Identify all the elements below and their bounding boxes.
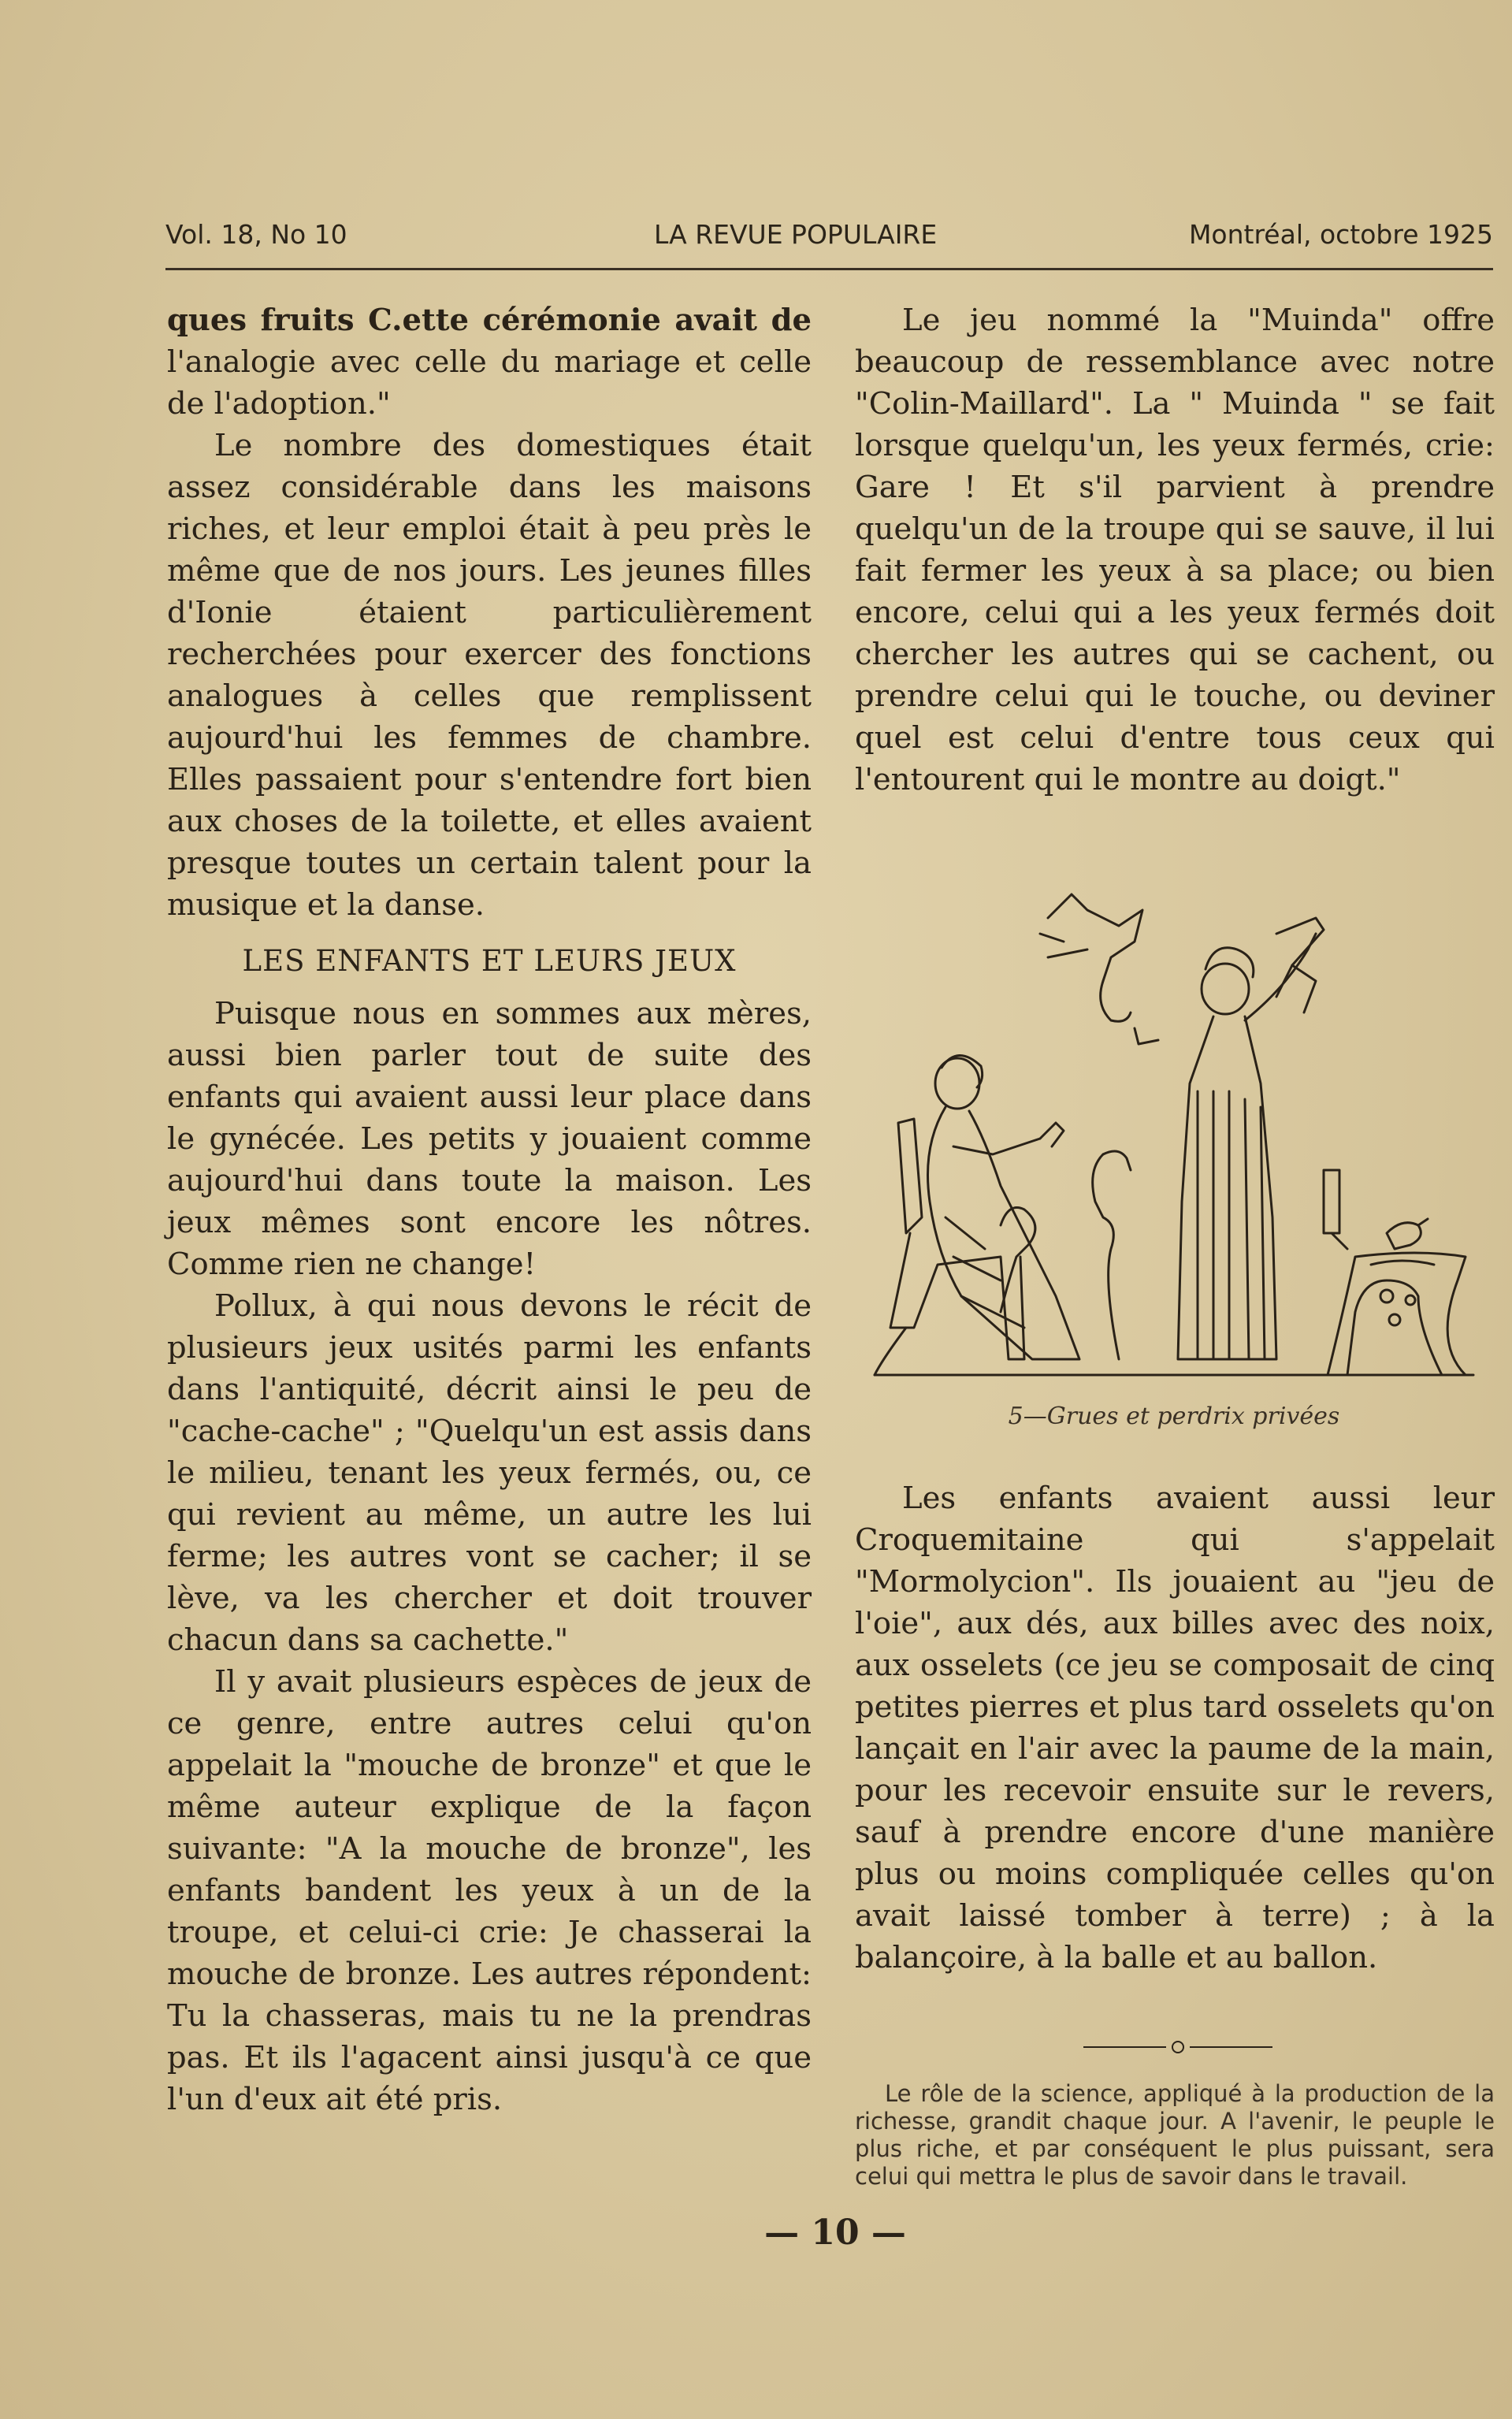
continued-paragraph (167, 299, 812, 425)
date-line: Montréal, octobre 1925 (1188, 219, 1493, 250)
page-header (165, 213, 1493, 260)
paragraph-pollux: Pollux, à qui nous devons le récit de plusieurs jeux usités parmi les enfants dans l'antiquité, décrit ainsi le peu de "cache-cache" ; "Quelqu'un est assis dans le milieu, tenant les yeux fermés, ou, ce qui revient au même, un autre les lui ferme; les autres vont se cacher; il se lève, va les chercher et doit trouver chacun dans sa cachette." (167, 1288, 812, 1658)
header-rule (165, 268, 1493, 270)
closing-quote (855, 2080, 1495, 2190)
paragraph-mouche: Il y avait plusieurs espèces de jeux de ce genre, entre autres celui qu'on appelait la "mouche de bronze" et que le même auteur explique de la façon suivante: "A la mouche de bronze", les enfants bandent les yeux à un de la troupe, et celui-ci crie: Je chasserai la mouche de bronze. Les autres répondent: Tu la chasseras, mais tu ne la prendras pas. Et ils l'agacent ainsi jusqu'à ce que l'un d'eux ait été pris. (167, 1664, 812, 2117)
publication-title: LA REVUE POPULAIRE (654, 219, 938, 250)
page-number: — 10 — (764, 2213, 906, 2253)
paragraph-enfants: Puisque nous en sommes aux mères, aussi bien parler tout de suite des enfants qui avaient aussi leur place dans le gynécée. Les petits y jouaient comme aujourd'hui dans toute la maison. Les jeux mêmes sont encore les nôtres. Comme rien ne change! (167, 996, 812, 1282)
paragraph-muinda: Le jeu nommé la "Muinda" offre beaucoup de ressemblance avec notre "Colin-Maillard". La " Muinda " se fait lorsque quelqu'un, les yeux fermés, crie: Gare ! Et s'il parvient à prendre quelqu'un de la troupe qui se sauve, il lui fait fermer les yeux à sa place; ou bien encore, celui qui a les yeux fermés doit chercher les autres qui se cachent, ou prendre celui qui le touche, ou deviner quel est celui d'entre tous ceux qui l'entourent qui le montre au doigt." (855, 303, 1495, 797)
right-column-bottom (855, 1477, 1495, 1979)
ornament-divider (1083, 2039, 1272, 2055)
continued-paragraph-rest: l'analogie avec celle du mariage et celle de l'adoption." (167, 344, 812, 422)
volume-issue: Vol. 18, No 10 (165, 219, 347, 250)
left-column (167, 299, 812, 2120)
section-heading: LES ENFANTS ET LEURS JEUX (242, 944, 737, 978)
paragraph-croquemitaine: Les enfants avaient aussi leur Croquemitaine qui s'appelait "Mormolycion". Ils jouaient au "jeu de l'oie", aux dés, aux billes avec des noix, aux osselets (ce jeu se composait de cinq petites pierres et plus tard osselets qu'on lançait en l'air avec la paume de la main, pour les recevoir ensuite sur le revers, sauf à prendre encore d'une manière plus ou moins compliquée celles qu'on avait laissé tomber à terre) ; à la balançoire, à la balle et au ballon. (855, 1481, 1495, 1975)
quote-text: Le rôle de la science, appliqué à la production de la richesse, grandit chaque jour. A l'avenir, le peuple le plus riche, et par conséquent le plus puissant, sera celui qui mettra le plus de savoir dans le travail. (855, 2080, 1495, 2190)
illustration-vase-painting (867, 886, 1481, 1399)
figure-caption: 5—Grues et perdrix privées (1008, 1403, 1340, 1430)
continued-paragraph-opening: ques fruits C.ette cérémonie avait de (167, 303, 812, 338)
right-column-top (855, 299, 1495, 801)
paragraph-domestiques: Le nombre des domestiques était assez considérable dans les maisons riches, et leur emploi était à peu près le même que de nos jours. Les jeunes filles d'Ionie étaient particulièrement recherchées pour exercer des fonctions analogues à celles que remplissent aujourd'hui les femmes de chambre. Elles passaient pour s'entendre fort bien aux choses de la toilette, et elles avaient presque toutes un certain talent pour la musique et la danse. (167, 428, 812, 923)
